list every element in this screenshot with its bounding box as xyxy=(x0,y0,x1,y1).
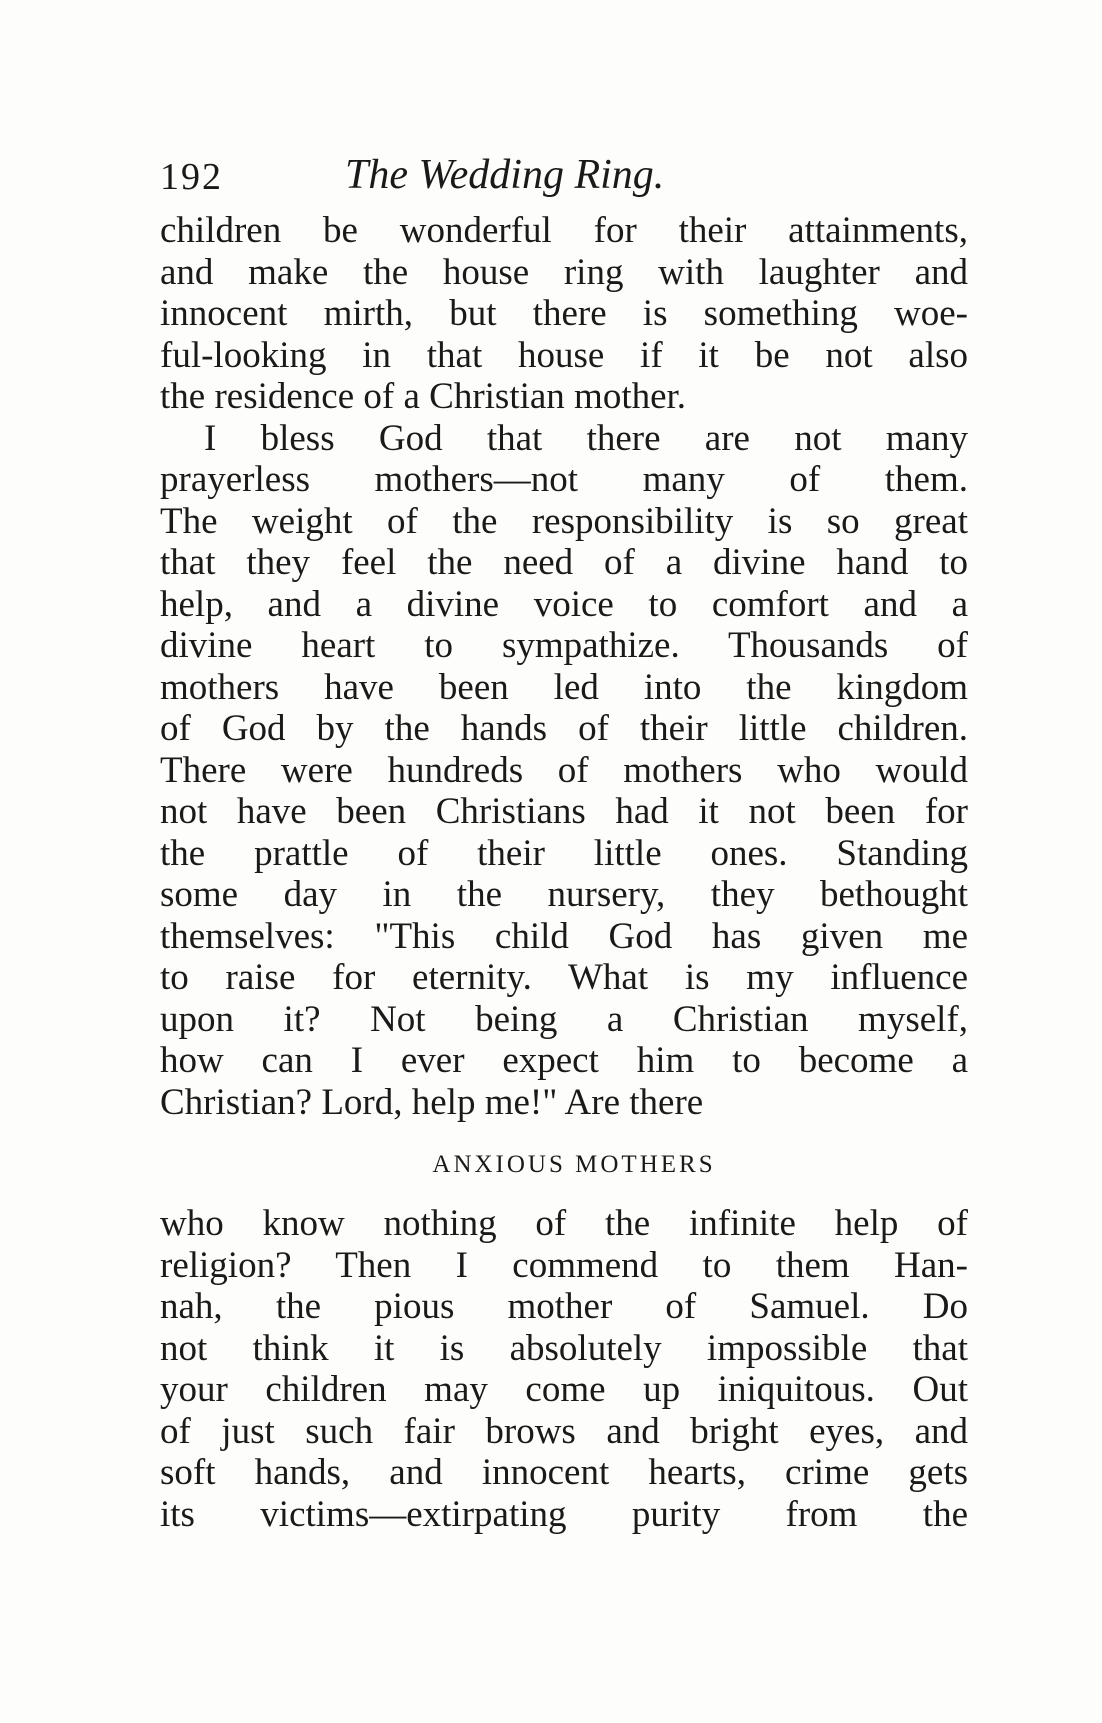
text-line: The weight of the responsibility is so great xyxy=(160,500,968,542)
text-line: ful-looking in that house if it be not also xyxy=(160,334,968,376)
paragraph-1 xyxy=(160,210,968,418)
text-line: of God by the hands of their little children. xyxy=(160,708,968,749)
paragraph-3 xyxy=(160,1203,968,1535)
text-line: themselves: "This child God has given me xyxy=(160,915,968,957)
text-line: some day in the nursery, they bethought xyxy=(160,874,968,915)
text-line: not have been Christians had it not been for xyxy=(160,791,968,832)
text-line: that they feel the need of a divine hand to xyxy=(160,542,968,583)
page-number: 192 xyxy=(160,156,223,198)
text-line: There were hundreds of mothers who would xyxy=(160,749,968,791)
text-line: children be wonderful for their attainments, xyxy=(160,210,968,251)
text-line: the residence of a Christian mother. xyxy=(160,376,687,417)
page-header xyxy=(160,152,970,215)
text-line: your children may come up iniquitous. Out xyxy=(160,1369,968,1410)
text-line: divine heart to sympathize. Thousands of xyxy=(160,625,968,666)
text-line: upon it? Not being a Christian myself, xyxy=(160,998,968,1040)
text-line: the prattle of their little ones. Standing xyxy=(160,832,968,874)
running-title: The Wedding Ring. xyxy=(345,152,665,198)
text-line: prayerless mothers—not many of them. xyxy=(160,459,968,500)
text-line: Christian? Lord, help me!" Are there xyxy=(160,1081,704,1123)
text-line: nah, the pious mother of Samuel. Do xyxy=(160,1286,968,1327)
text-line: to raise for eternity. What is my influence xyxy=(160,957,968,998)
text-line: mothers have been led into the kingdom xyxy=(160,666,968,708)
text-line: innocent mirth, but there is something woe- xyxy=(160,293,968,334)
text-line: I bless God that there are not many xyxy=(204,417,968,459)
text-line: not think it is absolutely impossible that xyxy=(160,1327,968,1369)
text-line: soft hands, and innocent hearts, crime gets xyxy=(160,1452,968,1493)
text-line: who know nothing of the infinite help of xyxy=(160,1203,968,1244)
text-line: help, and a divine voice to comfort and a xyxy=(160,583,968,625)
text-line: religion? Then I commend to them Han- xyxy=(160,1244,968,1286)
paragraph-2 xyxy=(160,418,968,1124)
section-heading: ANXIOUS MOTHERS xyxy=(432,1151,716,1178)
text-line: of just such fair brows and bright eyes, and xyxy=(160,1410,968,1452)
text-line: and make the house ring with laughter and xyxy=(160,251,968,293)
body-text xyxy=(160,210,968,1535)
text-line: its victims—extirpating purity from the xyxy=(160,1493,968,1535)
text-line: how can I ever expect him to become a xyxy=(160,1040,968,1081)
